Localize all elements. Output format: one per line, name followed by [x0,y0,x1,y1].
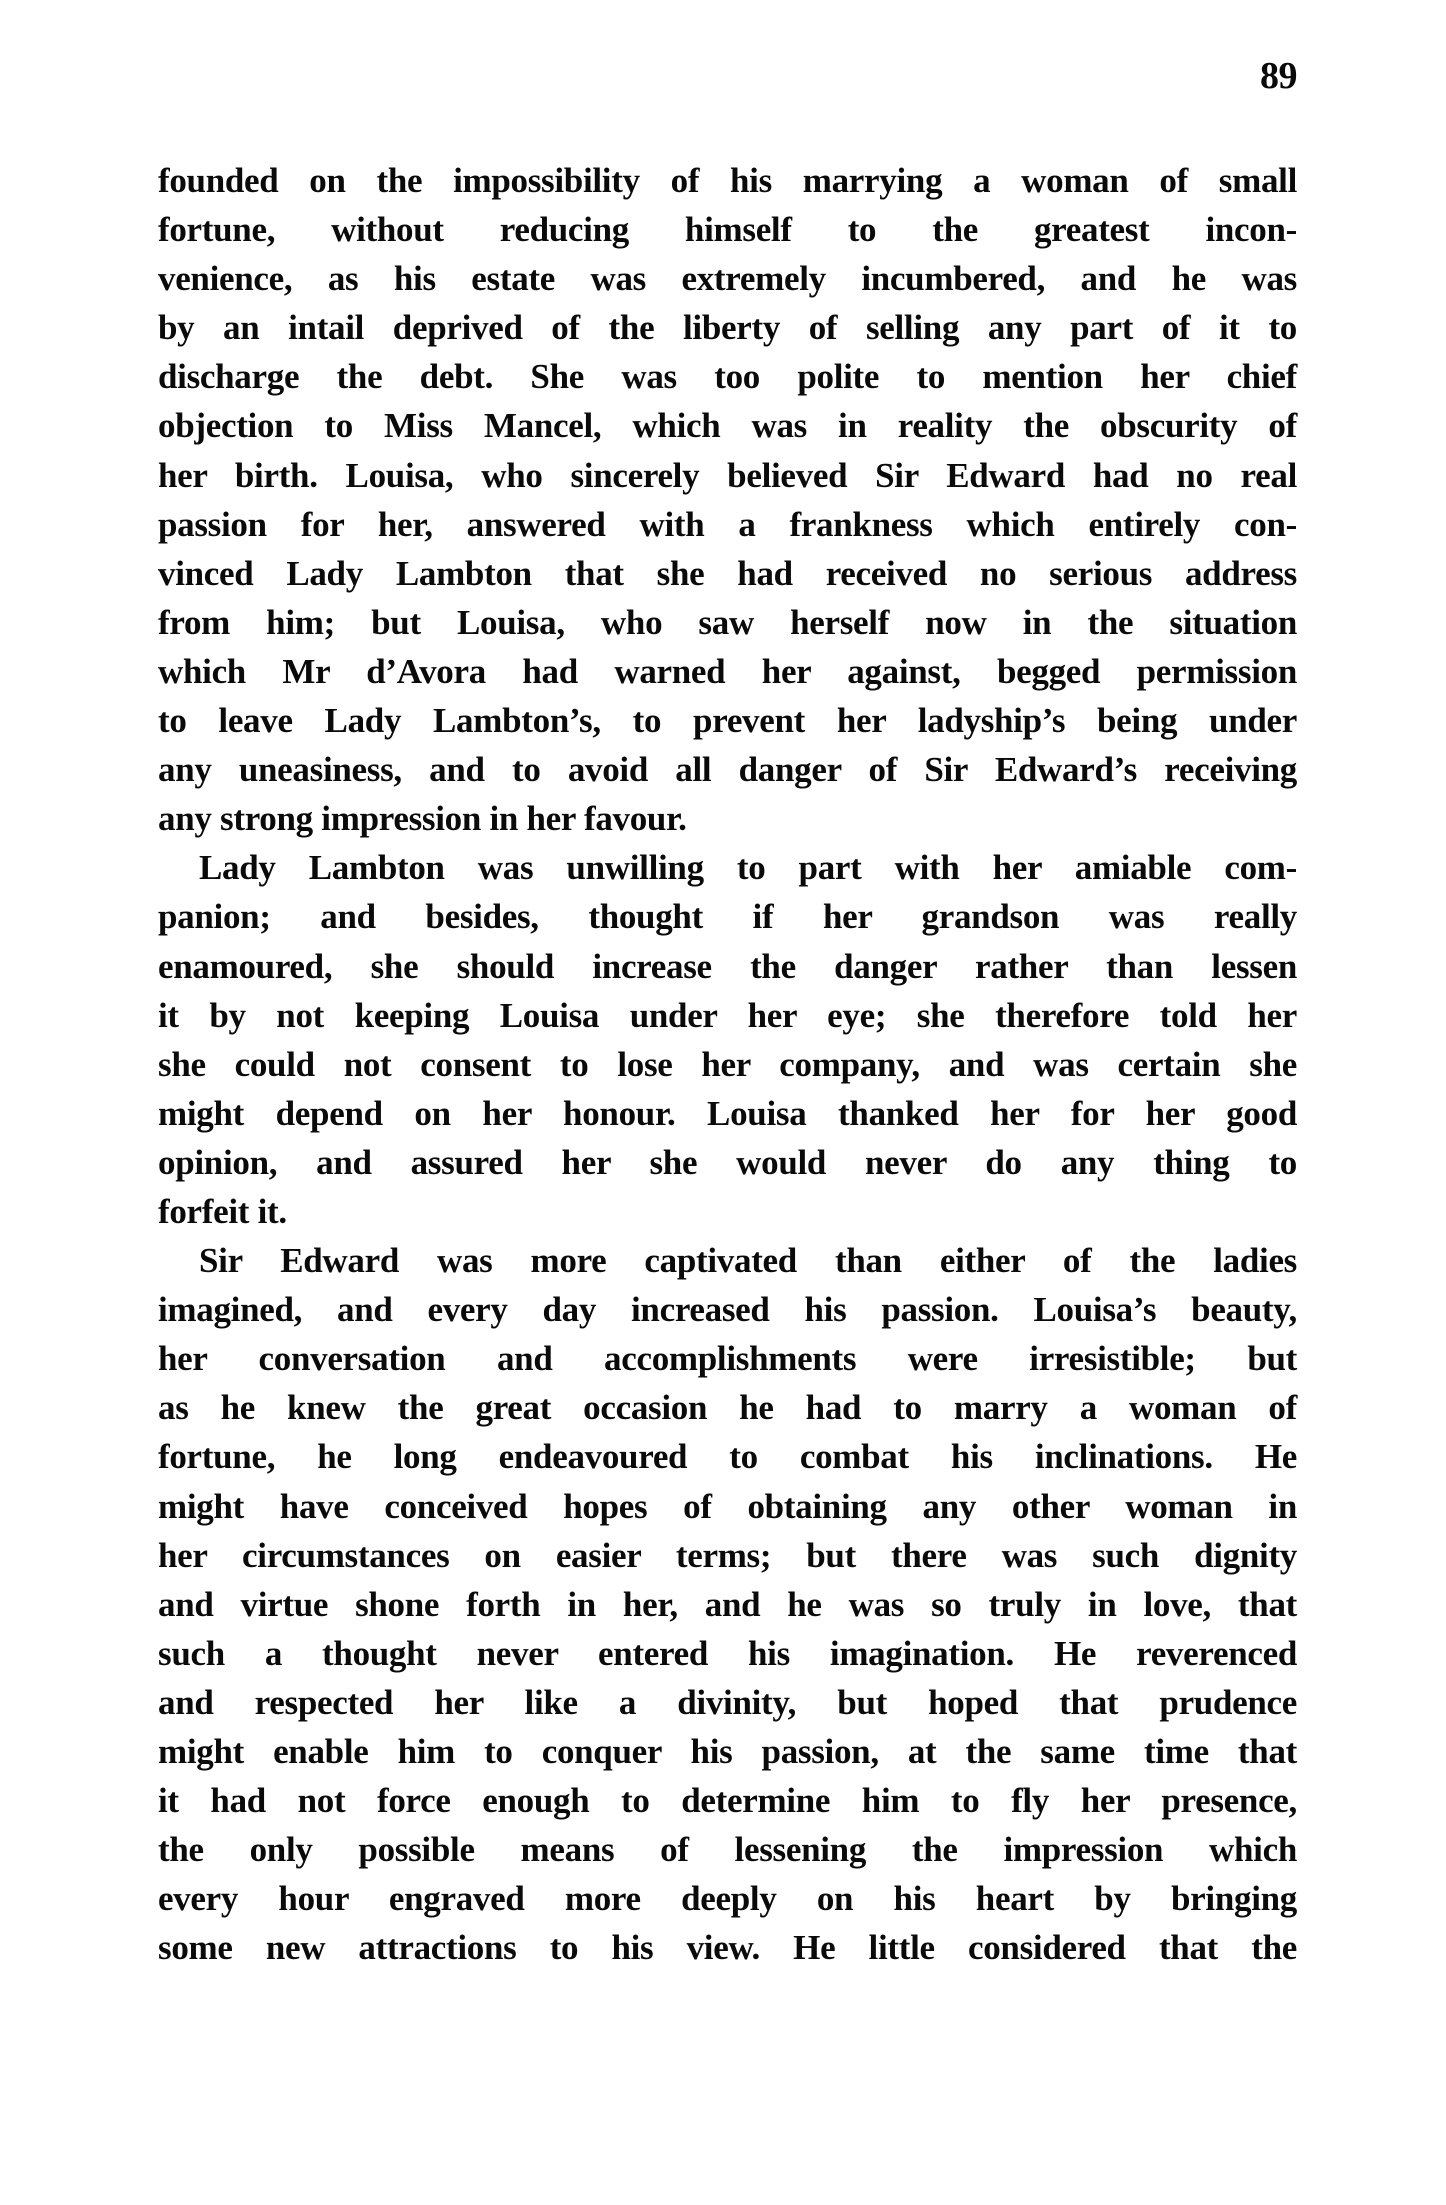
paragraph-1 [158,156,1297,843]
text-line: some new attractions to his view. He little considered that the [158,1928,1297,1968]
text-line: every hour engraved more deeply on his heart by bringing [158,1879,1297,1919]
text-line: and respected her like a divinity, but hoped that prudence [158,1682,1297,1722]
text-line: forfeit it. [158,1191,287,1231]
text-line: any uneasiness, and to avoid all danger of Sir Edward’s receiving [158,750,1297,790]
text-line: might have conceived hopes of obtaining any other woman in [158,1486,1297,1526]
text-line: it had not force enough to determine him to fly her presence, [158,1781,1297,1821]
text-line: might depend on her honour. Louisa thanked her for her good [158,1093,1297,1133]
text-line: any strong impression in her favour. [158,799,687,839]
text-line: she could not consent to lose her company, and was certain she [158,1044,1297,1084]
text-line: from him; but Louisa, who saw herself now in the situation [158,602,1297,642]
text-line: venience, as his estate was extremely incumbered, and he was [158,259,1297,299]
text-line: objection to Miss Mancel, which was in reality the obscurity of [158,406,1297,446]
text-line: fortune, without reducing himself to the greatest incon- [158,210,1297,250]
text-line: and virtue shone forth in her, and he was so truly in love, that [158,1584,1297,1624]
text-line: passion for her, answered with a frankness which entirely con- [158,504,1297,544]
text-line: to leave Lady Lambton’s, to prevent her ladyship’s being under [158,701,1297,741]
text-line: Sir Edward was more captivated than either of the ladies [199,1241,1297,1281]
text-line: her conversation and accomplishments were irresistible; but [158,1339,1297,1379]
text-line: fortune, he long endeavoured to combat his inclinations. He [158,1437,1297,1477]
text-line: enamoured, she should increase the danger rather than lessen [158,946,1297,986]
paragraph-3 [158,1236,1297,1972]
text-line: which Mr d’Avora had warned her against, begged permission [158,651,1297,691]
text-line: discharge the debt. She was too polite to mention her chief [158,357,1297,397]
text-line: by an intail deprived of the liberty of selling any part of it to [158,308,1297,348]
text-line: panion; and besides, thought if her grandson was really [158,897,1297,937]
text-line: vinced Lady Lambton that she had received no serious address [158,553,1297,593]
body-text [158,156,1297,1972]
paragraph-2 [158,843,1297,1236]
text-line: such a thought never entered his imagination. He reverenced [158,1633,1297,1673]
text-line: imagined, and every day increased his passion. Louisa’s beauty, [158,1290,1297,1330]
page-number: 89 [1260,55,1297,97]
text-line: founded on the impossibility of his marrying a woman of small [158,161,1297,200]
text-line: as he knew the great occasion he had to marry a woman of [158,1388,1297,1428]
text-line: her circumstances on easier terms; but there was such dignity [158,1535,1297,1575]
text-line: opinion, and assured her she would never do any thing to [158,1142,1297,1182]
text-line: it by not keeping Louisa under her eye; she therefore told her [158,995,1297,1035]
text-line: Lady Lambton was unwilling to part with her amiable com- [199,848,1297,888]
text-line: the only possible means of lessening the impression which [158,1830,1297,1870]
text-line: might enable him to conquer his passion, at the same time that [158,1732,1297,1771]
text-line: her birth. Louisa, who sincerely believed Sir Edward had no real [158,455,1297,495]
